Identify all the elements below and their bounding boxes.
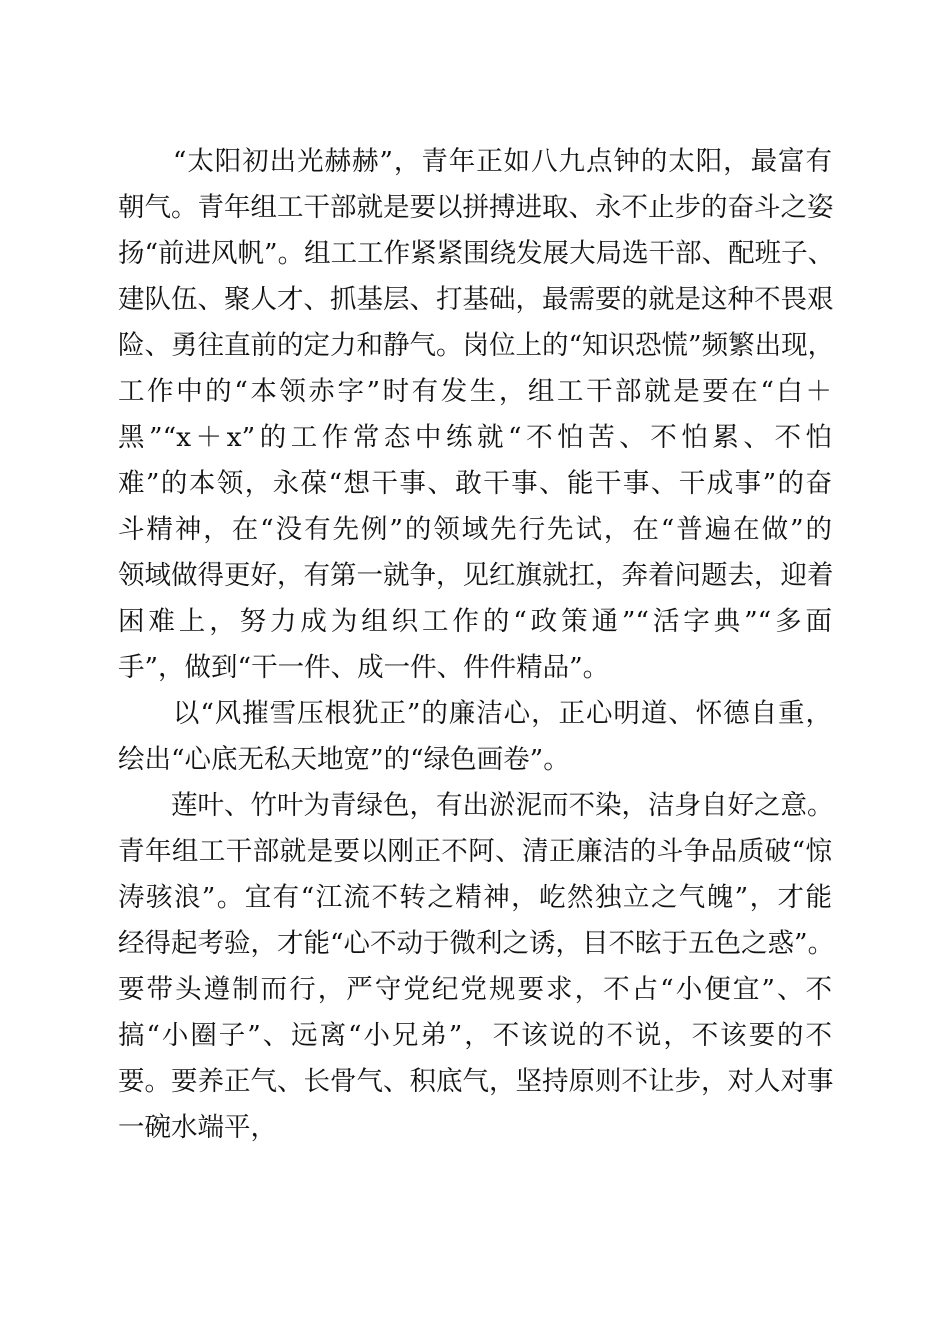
text-line: 险、勇往直前的定力和静气。岗位上的“知识恐慌”频繁出现，	[118, 330, 835, 361]
text-line: 要带头遵制而行，严守党纪党规要求，不占“小便宜”、不	[118, 974, 832, 1005]
text-line: 经得起考验，才能“心不动于微利之诱，目不眩于五色之惑”。	[118, 928, 835, 959]
text-line: 青年组工干部就是要以刚正不阿、清正廉洁的斗争品质破“惊	[118, 836, 832, 867]
text-line: 绘出“心底无私天地宽”的“绿色画卷”。	[118, 744, 570, 775]
text-line: 建队伍、聚人才、抓基层、打基础，最需要的就是这种不畏艰	[118, 284, 834, 315]
text-line: 手”，做到“干一件、成一件、件件精品”。	[118, 652, 610, 683]
text-line: 莲叶、竹叶为青绿色，有出淤泥而不染，洁身自好之意。	[118, 790, 834, 821]
text-line: 一碗水端平，	[118, 1112, 277, 1143]
text-line: 以“风摧雪压根犹正”的廉洁心，正心明道、怀德自重，	[118, 698, 832, 729]
text-line: 黑”“x＋x”的工作常态中练就“不怕苦、不怕累、不怕	[118, 422, 832, 453]
text-line: 扬“前进风帆”。组工工作紧紧围绕发展大局选干部、配班子、	[118, 238, 835, 269]
text-line: 难”的本领，永葆“想干事、敢干事、能干事、干成事”的奋	[118, 468, 832, 499]
text-line: “太阳初出光赫赫”，青年正如八九点钟的太阳，最富有	[118, 146, 832, 177]
text-line: 工作中的“本领赤字”时有发生，组工干部就是要在“白＋	[118, 376, 832, 407]
text-line: 斗精神，在“没有先例”的领域先行先试，在“普遍在做”的	[118, 514, 832, 545]
text-line: 困难上，努力成为组织工作的“政策通”“活字典”“多面	[118, 606, 832, 637]
text-line: 朝气。青年组工干部就是要以拼搏进取、永不止步的奋斗之姿	[118, 192, 834, 223]
text-line: 搞“小圈子”、远离“小兄弟”，不该说的不说，不该要的不	[118, 1020, 832, 1051]
text-line: 要。要养正气、长骨气、积底气，坚持原则不让步，对人对事	[118, 1066, 834, 1097]
text-line: 涛骇浪”。宜有“江流不转之精神，屹然独立之气魄”，才能	[118, 882, 832, 913]
text-line: 领域做得更好，有第一就争，见红旗就扛，奔着问题去，迎着	[118, 560, 834, 591]
